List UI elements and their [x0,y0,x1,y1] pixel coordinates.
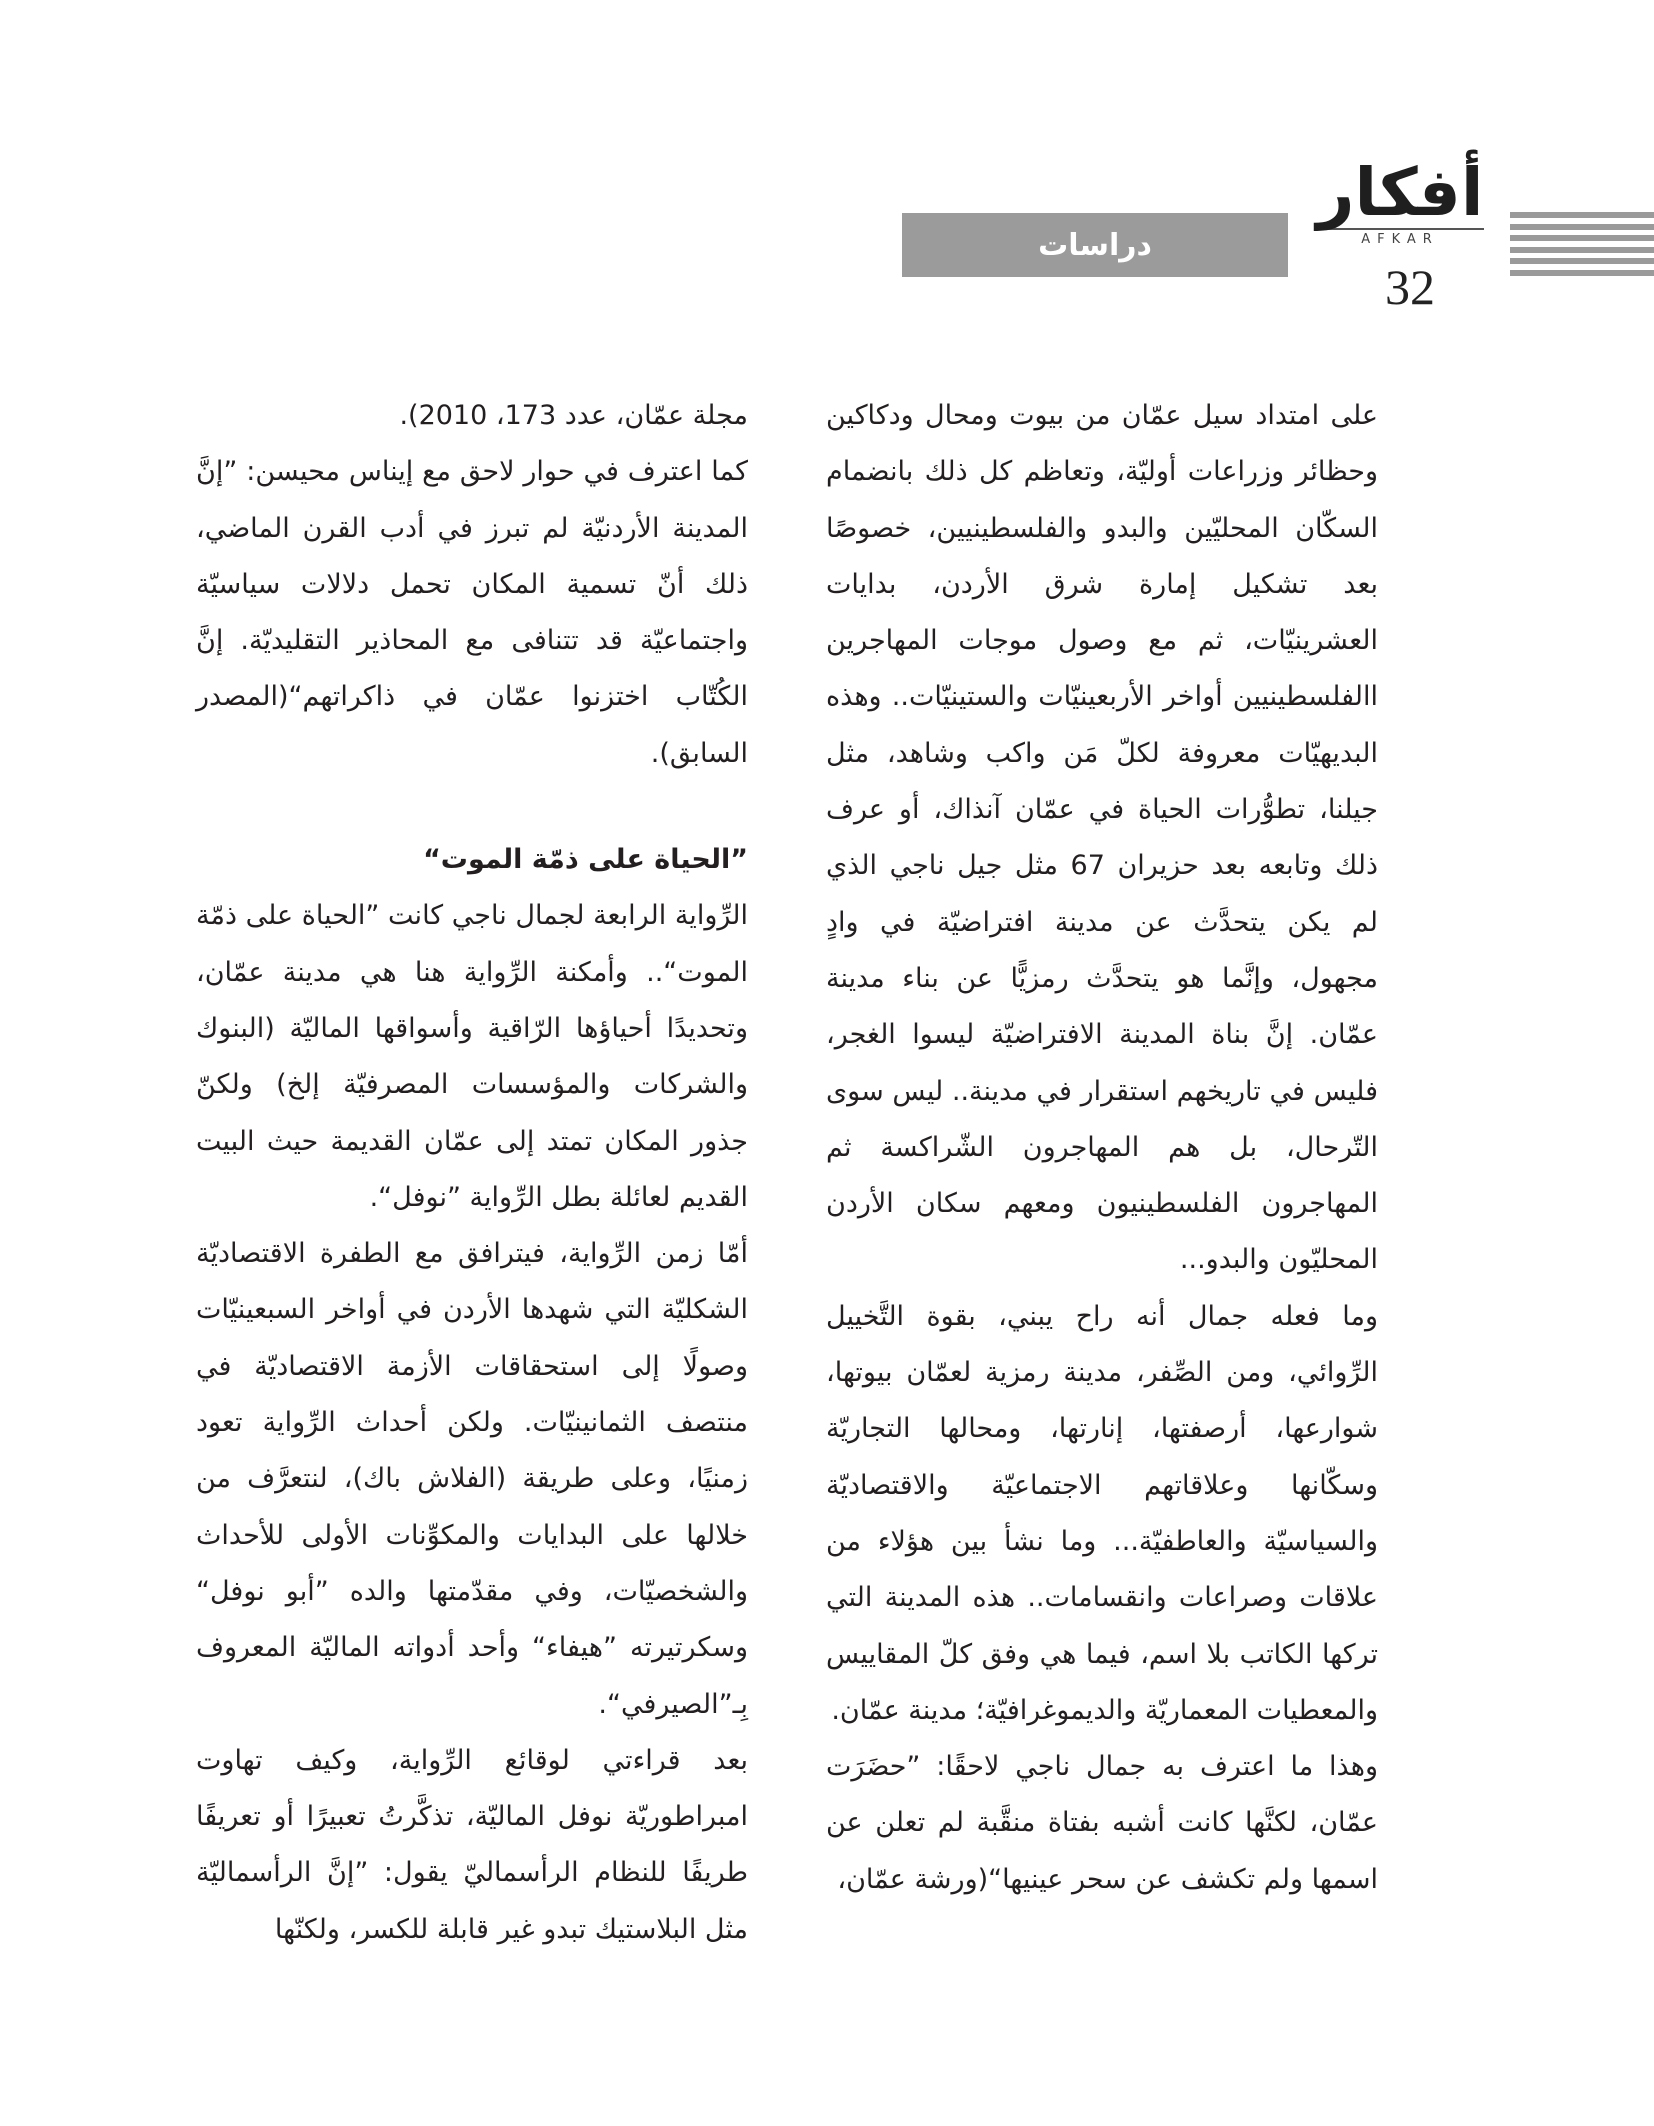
header-decorative-lines [1510,212,1654,276]
paragraph: كما اعترف في حوار لاحق مع إيناس محيسن: ”إنَّ المدينة الأردنيّة لم تبرز في أدب القرن الماضي، ذلك أنّ تسمية المكان تحمل دلالات سياسيّة واجتماعيّة قد تتنافى مع المحاذير التقليديّة. إنَّ الكُتّاب اختزنوا عمّان في ذاكراتهم“(المصدر السابق). [196,456,748,769]
logo-latin: AFKAR [1316,228,1484,247]
paragraph: وما فعله جمال أنه راح يبني، بقوة التَّخييل الرِّوائي، ومن الصِّفر، مدينة رمزية لعمّان بيوتها، شوارعها، أرصفتها، إنارتها، ومحالها التجاريّة وسكّانها وعلاقاتهم الاجتماعيّة والاقتصاديّة والسياسيّة والعاطفيّة... وما نشأ بين هؤلاء من علاقات وصراعات وانقسامات.. هذه المدينة التي تركها الكاتب بلا اسم، فيما هي وفق كلّ المقاييس والمعطيات المعماريّة والديموغرافيّة؛ مدينة عمّان. [826,1300,1378,1726]
left-column [196,388,748,1958]
paragraph: بعد قراءتي لوقائع الرِّواية، وكيف تهاوت امبراطوريّة نوفل الماليّة، تذكَّرتُ تعبيرًا أو تعريفًا طريفًا للنظام الرأسماليّ يقول: ”إنَّ الرأسماليّة مثل البلاستيك تبدو غير قابلة للكسر، ولكنّها [196,1744,748,1945]
paragraph: مجلة عمّان، عدد 173، 2010). [399,400,748,431]
page-number: 32 [1385,259,1435,315]
magazine-logo [1316,154,1484,247]
paragraph: أمّا زمن الرِّواية، فيترافق مع الطفرة الاقتصاديّة الشكليّة التي شهدها الأردن في أواخر السبعينيّات وصولًا إلى استحقاقات الأزمة الاقتصاديّة في منتصف الثمانينيّات. ولكن أحداث الرِّواية تعود زمنيًا، وعلى طريقة (الفلاش باك)، لنتعرَّف من خلالها على البدايات والمكوِّنات الأولى للأحداث والشخصيّات، وفي مقدّمتها والده ”أبو نوفل“ وسكرتيرته ”هيفاء“ وأحد أدواته الماليّة المعروف بِـ”الصيرفي“. [196,1238,748,1720]
right-column [826,388,1378,1908]
paragraph: على امتداد سيل عمّان من بيوت ومحال ودكاكين وحظائر وزراعات أوليّة، وتعاظم كل ذلك بانضمام السكّان المحليّين والبدو والفلسطينيين، خصوصًا بعد تشكيل إمارة شرق الأردن، بدايات العشرينيّات، ثم مع وصول موجات المهاجرين االفلسطينيين أواخر الأربعينيّات والستينيّات.. وهذه البديهيّات معروفة لكلّ مَن واكب وشاهد، مثل جيلنا، تطوُّرات الحياة في عمّان آنذاك، أو عرف ذلك وتابعه بعد حزيران 67 مثل جيل ناجي الذي لم يكن يتحدَّث عن مدينة افتراضيّة في وادٍ مجهول، وإنَّما هو يتحدَّث رمزيًّا عن بناء مدينة عمّان. إنَّ بناة المدينة الافتراضيّة ليسوا الغجر، فليس في تاريخهم استقرار في مدينة.. ليس سوى التّرحال، بل هم المهاجرون الشّراكسة ثم المهاجرون الفلسطينيون ومعهم سكان الأردن المحليّون والبدو... [826,400,1378,1276]
section-label: دراسات [902,213,1288,277]
section-subheading: ”الحياة على ذمّة الموت“ [423,844,748,876]
paragraph: الرِّواية الرابعة لجمال ناجي كانت ”الحياة على ذمّة الموت“.. وأمكنة الرِّواية هنا هي مدينة عمّان، وتحديدًا أحياؤها الرّاقية وأسواقها الماليّة (البنوك والشركات والمؤسسات المصرفيّة إلخ) ولكنّ جذور المكان تمتد إلى عمّان القديمة حيث البيت القديم لعائلة بطل الرِّواية ”نوفل“. [196,900,748,1213]
paragraph: وهذا ما اعترف به جمال ناجي لاحقًا: ”حضَرَت عمّان، لكنَّها كانت أشبه بفتاة منقَّبة لم تعلن عن اسمها ولم تكشف عن سحر عينيها“(ورشة عمّان، [826,1751,1378,1895]
logo-arabic: أفكار [1316,154,1484,231]
